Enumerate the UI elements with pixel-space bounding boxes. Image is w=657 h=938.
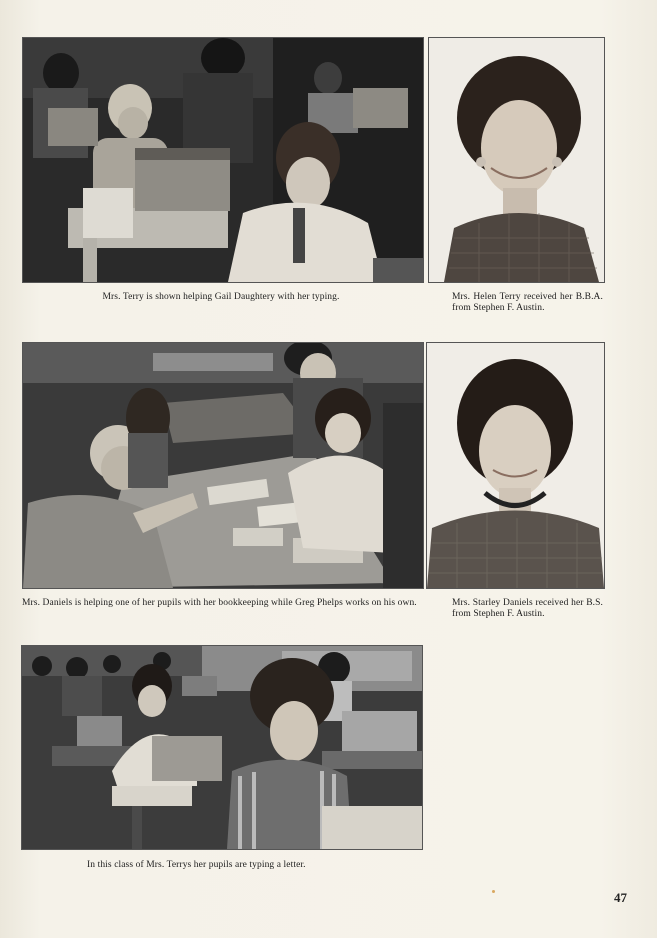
helen-terry-caption: Mrs. Helen Terry received her B.B.A. from Stephen F. Austin. [452,292,603,313]
bookkeeping-caption: Mrs. Daniels is helping one of her pupils with her bookkeeping while Greg Phelps works on his own. [22,598,417,608]
starley-daniels-portrait [426,342,605,589]
typing-lesson-caption: Mrs. Terry is shown helping Gail Daughtery with her typing. [102,292,340,302]
helen-terry-portrait [428,37,605,283]
typing-lesson-photo [22,37,424,283]
page-number: 47 [614,890,627,905]
bookkeeping-photo [22,342,424,589]
typing-class-caption: In this class of Mrs. Terrys her pupils are typing a letter. [87,860,306,870]
starley-daniels-caption: Mrs. Starley Daniels received her B.S. from Stephen F. Austin. [452,598,603,619]
typing-class-photo [21,645,423,850]
paper-speck [492,890,495,893]
